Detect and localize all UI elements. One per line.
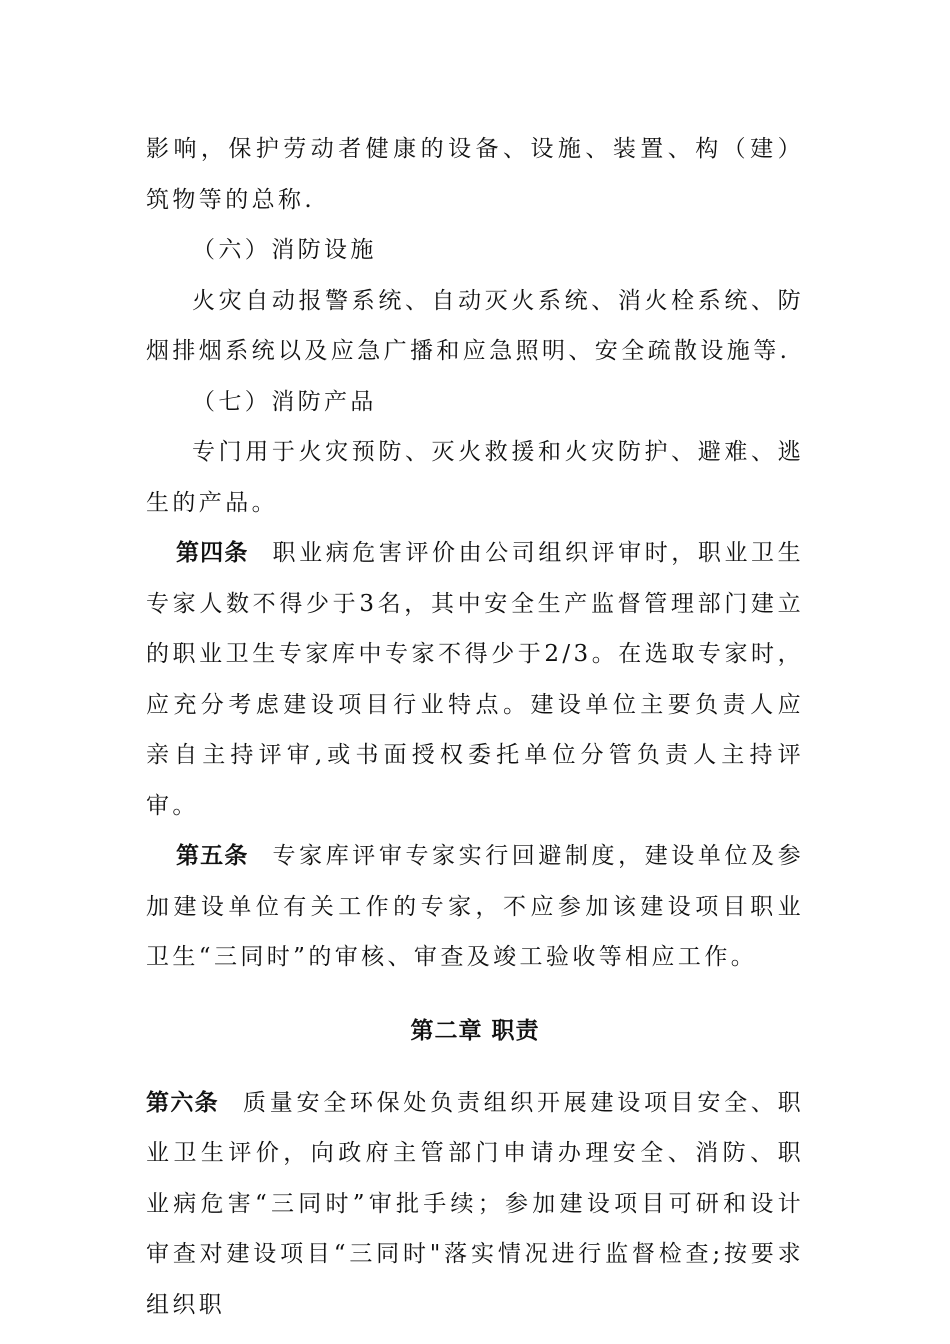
article5-paragraph: [146, 831, 804, 983]
article6-text: 质量安全环保处负责组织开展建设项目安全、职业卫生评价，向政府主管部门申请办理安全、消防、职业病危害“三同时”审批手续；参加建设项目可研和设计审查对建设项目“三同时"落实情况进行监督检查;按要求组织职: [146, 1089, 805, 1318]
chapter-title: 第二章 职责: [410, 1016, 540, 1044]
item7-body: 专门用于火灾预防、灭火救援和火灾防护、避难、逃生的产品。: [146, 439, 804, 516]
item6-body: 火灾自动报警系统、自动灭火系统、消火栓系统、防烟排烟系统以及应急广播和应急照明、安全疏散设施等.: [146, 287, 804, 364]
article6-label: 第六条: [146, 1088, 219, 1116]
article4-paragraph: [146, 528, 804, 831]
article4-text: 职业病危害评价由公司组织评审时，职业卫生专家人数不得少于3名，其中安全生产监督管理部门建立的职业卫生专家库中专家不得少于2/3。在选取专家时，应充分考虑建设项目行业特点。建设单位主要负责人应亲自主持评审,或书面授权委托单位分管负责人主持评审。: [146, 540, 805, 819]
article4-label: 第四条: [176, 539, 249, 566]
item7-heading: （七）消防产品: [192, 388, 377, 415]
article6-paragraph: [146, 1078, 804, 1331]
article5-text: 专家库评审专家实行回避制度，建设单位及参加建设单位有关工作的专家，不应参加该建设项目职业卫生“三同时”的审核、审查及竣工验收等相应工作。: [146, 843, 805, 970]
item6-heading: （六）消防设施: [192, 237, 377, 263]
continuation-paragraph: 影响，保护劳动者健康的设备、设施、装置、构（建）筑物等的总称.: [146, 136, 804, 213]
article5-label: 第五条: [176, 842, 249, 869]
